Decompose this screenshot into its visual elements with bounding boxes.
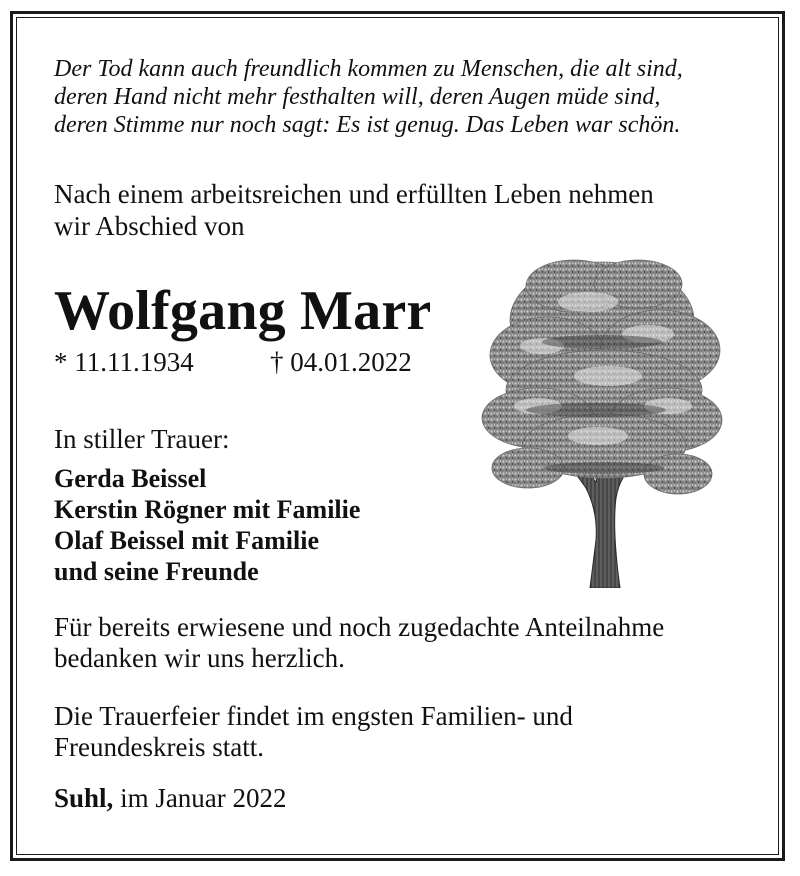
poem-line: Der Tod kann auch freundlich kommen zu Menschen, die alt sind, bbox=[54, 56, 683, 82]
thanks-text bbox=[54, 612, 664, 674]
mourning-label: In stiller Trauer: bbox=[54, 424, 230, 454]
deceased-name: Wolfgang Marr bbox=[54, 280, 432, 342]
thanks-line: Für bereits erwiesene und noch zugedachte Anteilnahme bbox=[54, 612, 665, 642]
tree-icon bbox=[478, 250, 728, 588]
death-date: † 04.01.2022 bbox=[270, 347, 412, 377]
place-city: Suhl, bbox=[54, 783, 114, 813]
birth-date: * 11.11.1934 bbox=[54, 347, 194, 377]
funeral-text bbox=[54, 701, 573, 763]
funeral-line: Die Trauerfeier findet im engsten Familien- und bbox=[54, 701, 573, 731]
intro-line: Nach einem arbeitsreichen und erfüllten Leben nehmen bbox=[54, 179, 654, 209]
place-date bbox=[54, 782, 287, 814]
poem-line: deren Hand nicht mehr festhalten will, deren Augen müde sind, bbox=[54, 84, 661, 110]
mourner: und seine Freunde bbox=[54, 557, 259, 586]
intro-text bbox=[54, 178, 654, 242]
poem bbox=[54, 55, 683, 139]
life-dates bbox=[54, 346, 412, 378]
mourner: Gerda Beissel bbox=[54, 464, 207, 493]
mourner: Kerstin Rögner mit Familie bbox=[54, 495, 361, 524]
mourner: Olaf Beissel mit Familie bbox=[54, 526, 320, 555]
place-date-text: im Januar 2022 bbox=[120, 783, 287, 813]
mourners-list bbox=[54, 463, 360, 587]
poem-line: deren Stimme nur noch sagt: Es ist genug. Das Leben war schön. bbox=[54, 112, 681, 138]
intro-line: wir Abschied von bbox=[54, 211, 245, 241]
funeral-line: Freundeskreis statt. bbox=[54, 732, 264, 762]
thanks-line: bedanken wir uns herzlich. bbox=[54, 643, 345, 673]
